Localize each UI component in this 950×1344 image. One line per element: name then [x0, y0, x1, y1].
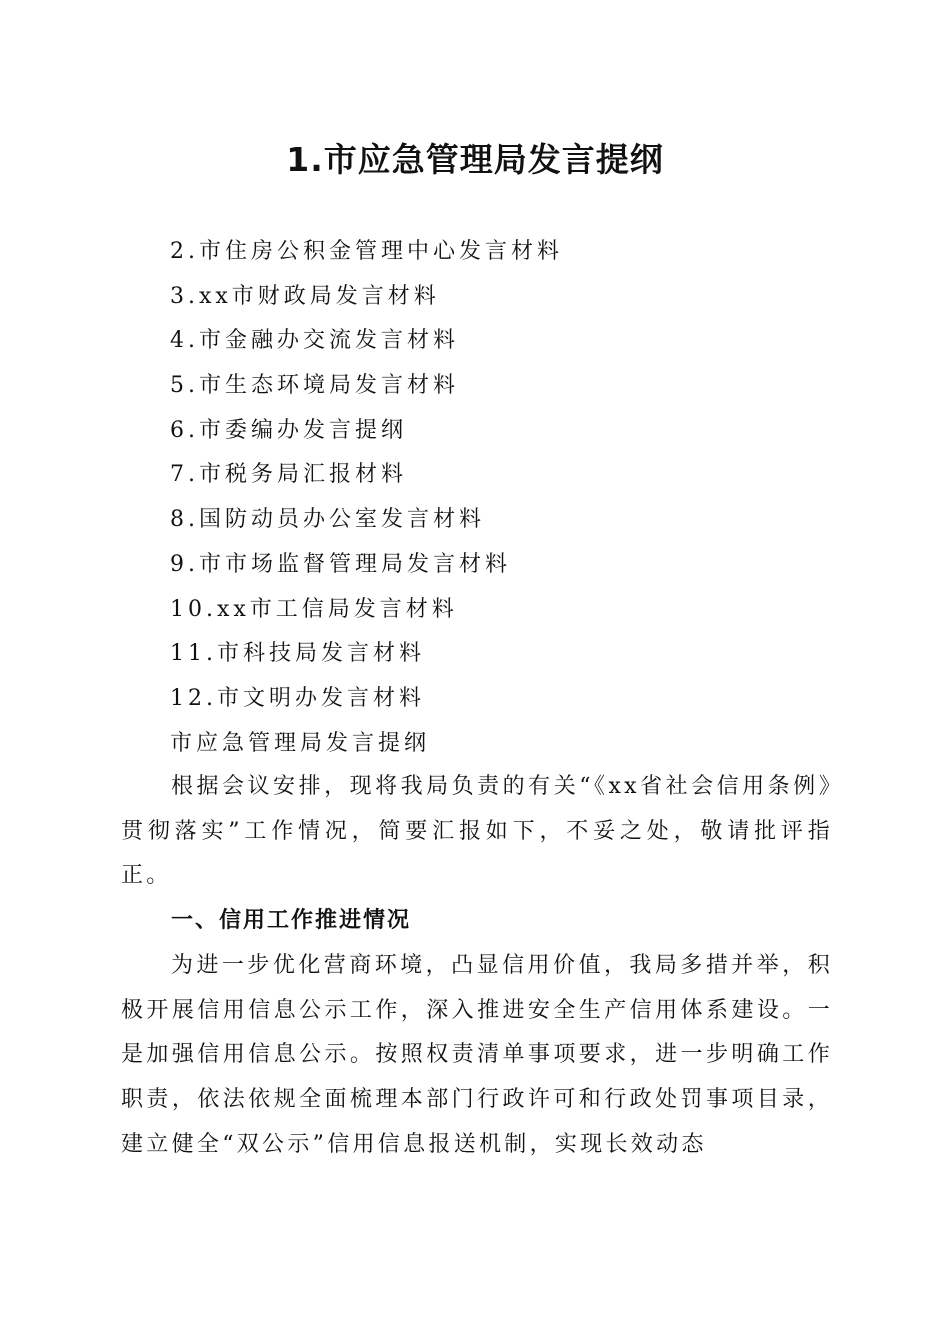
toc-item: 9.市市场监督管理局发言材料 [170, 551, 511, 577]
toc-item: 8.国防动员办公室发言材料 [170, 507, 485, 533]
document-body [121, 765, 833, 1167]
toc-item: 10.xx市工信局发言材料 [170, 596, 458, 622]
toc-item: 市应急管理局发言提纲 [170, 730, 431, 756]
table-of-contents [170, 230, 870, 766]
section-heading: 一、信用工作推进情况 [171, 908, 412, 934]
toc-item: 11.市科技局发言材料 [170, 641, 425, 667]
intro-paragraph: 根据会议安排，现将我局负责的有关“《xx省社会信用条例》贯彻落实”工作情况，简要汇报如下，不妥之处，敬请批评指正。 [121, 774, 833, 889]
toc-item: 6.市委编办发言提纲 [170, 417, 407, 443]
toc-item: 4.市金融办交流发言材料 [170, 328, 459, 354]
toc-item: 12.市文明办发言材料 [170, 685, 425, 711]
toc-item: 3.xx市财政局发言材料 [170, 283, 440, 309]
toc-item: 5.市生态环境局发言材料 [170, 373, 459, 399]
section-paragraph: 为进一步优化营商环境，凸显信用价值，我局多措并举，积极开展信用信息公示工作，深入推进安全生产信用体系建设。一是加强信用信息公示。按照权责清单事项要求，进一步明确工作职责，依法依规全面梳理本部门行政许可和行政处罚事项目录，建立健全“双公示”信用信息报送机制，实现长效动态 [121, 952, 833, 1157]
toc-item: 7.市税务局汇报材料 [170, 462, 407, 488]
document-title: 1.市应急管理局发言提纲 [286, 140, 664, 179]
toc-item: 2.市住房公积金管理中心发言材料 [170, 239, 563, 264]
